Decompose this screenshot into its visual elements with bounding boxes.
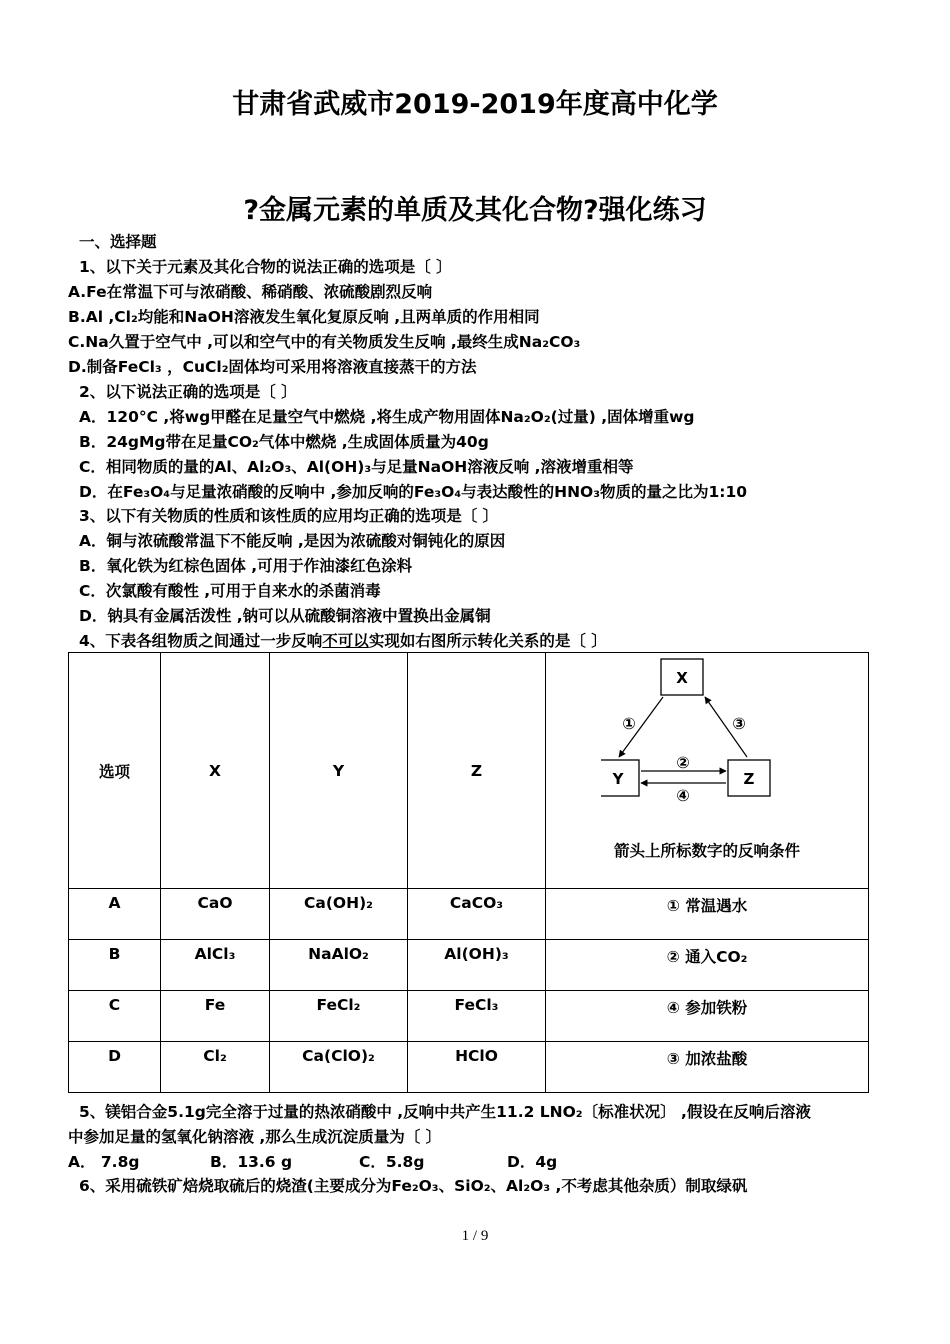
arrow-label-1: ① [622,714,636,733]
q4-stem [79,631,607,651]
row-option: A [69,889,161,940]
q3-option-a: A．铜与浓硫酸常温下不能反响 ,是因为浓硫酸对铜钝化的原因 [79,532,506,550]
q4-stem-post: 实现如右图所示转化关系的是〔 〕 [368,632,607,650]
q2-option-d: D．在Fe₃O₄与足量浓硝酸的反响中 ,参加反响的Fe₃O₄与表达酸性的HNO₃物质的量之比为1:10 [79,483,748,501]
q3-option-d: D．钠具有金属活泼性 ,钠可以从硫酸铜溶液中置换出金属铜 [79,607,491,625]
q5-option-a: A． 7.8g [68,1153,140,1171]
row-y: FeCl₂ [270,991,408,1042]
q5-option-c: C．5.8g [359,1153,425,1171]
row-option: C [69,991,161,1042]
section-heading: 一、选择题 [79,233,157,251]
q5-stem-line2: 中参加足量的氢氧化钠溶液 ,那么生成沉淀质量为〔 〕 [68,1128,442,1146]
transformation-diagram [601,655,841,805]
row-y: Ca(ClO)₂ [270,1042,408,1093]
q2-stem: 2、以下说法正确的选项是〔 〕 [79,383,297,401]
q4-table [68,652,869,1093]
header-option: 选项 [69,653,161,889]
row-z: FeCl₃ [408,991,546,1042]
page-number: 1 / 9 [461,1228,489,1244]
row-x: Cl₂ [161,1042,270,1093]
header-y: Y [270,653,408,889]
row-y: NaAlO₂ [270,940,408,991]
q1-option-b: B.Al ,Cl₂均能和NaOH溶液发生氧化复原反响 ,且两单质的作用相同 [68,308,540,326]
q1-stem: 1、以下关于元素及其化合物的说法正确的选项是〔 〕 [79,258,452,276]
q4-stem-pre: 4、下表各组物质之间通过一步反响 [79,632,323,650]
q5-option-b: B．13.6 g [210,1153,293,1171]
q1-option-c: C.Na久置于空气中 ,可以和空气中的有关物质发生反响 ,最终生成Na₂CO₃ [68,333,581,351]
table-row [69,940,869,991]
table-row [69,1042,869,1093]
row-z: CaCO₃ [408,889,546,940]
table-row [69,991,869,1042]
q2-option-b: B．24gMg带在足量CO₂气体中燃烧 ,生成固体质量为40g [79,433,489,451]
row-option: D [69,1042,161,1093]
q3-option-b: B．氧化铁为红棕色固体 ,可用于作油漆红色涂料 [79,557,413,575]
q4-stem-underlined: 不可以 [322,632,369,650]
q5-stem-line1: 5、镁铝合金5.1g完全溶于过量的热浓硝酸中 ,反响中共产生11.2 LNO₂〔标准状况〕 ,假设在反响后溶液 [79,1103,811,1121]
arrow-label-2: ② [676,753,690,772]
row-condition: ③ 加浓盐酸 [546,1042,869,1093]
row-z: HClO [408,1042,546,1093]
diagram-caption: 箭头上所标数字的反响条件 [613,842,800,860]
diagram-cell [546,653,869,889]
row-x: CaO [161,889,270,940]
doc-title: 甘肃省武威市2019-2019年度高中化学 [232,89,718,120]
q6-stem: 6、采用硫铁矿焙烧取硫后的烧渣(主要成分为Fe₂O₃、SiO₂、Al₂O₃ ,不考虑其他杂质）制取绿矾 [79,1177,748,1195]
q1-option-d: D.制备FeCl₃ ，CuCl₂固体均可采用将溶液直接蒸干的方法 [68,358,477,376]
row-option: B [69,940,161,991]
header-z: Z [408,653,546,889]
doc-subtitle: ?金属元素的单质及其化合物?强化练习 [243,195,707,226]
row-x: Fe [161,991,270,1042]
z-label: Z [743,770,755,788]
row-x: AlCl₃ [161,940,270,991]
row-y: Ca(OH)₂ [270,889,408,940]
arrow-label-3: ③ [732,714,746,733]
row-condition: ① 常温遇水 [546,889,869,940]
q5-options [68,1152,557,1172]
header-x: X [161,653,270,889]
table-row [69,889,869,940]
q2-option-c: C．相同物质的量的Al、Al₂O₃、Al(OH)₃与足量NaOH溶液反响 ,溶液增重相等 [79,458,634,476]
row-z: Al(OH)₃ [408,940,546,991]
arrow-label-4: ④ [676,786,690,805]
q3-stem: 3、以下有关物质的性质和该性质的应用均正确的选项是〔 〕 [79,507,499,525]
q1-option-a: A.Fe在常温下可与浓硝酸、稀硝酸、浓硫酸剧烈反响 [68,283,433,301]
y-label: Y [612,770,624,788]
row-condition: ④ 参加铁粉 [546,991,869,1042]
x-label: X [676,669,688,687]
q3-option-c: C．次氯酸有酸性 ,可用于自来水的杀菌消毒 [79,582,381,600]
q5-option-d: D．4g [507,1153,558,1171]
q2-option-a: A．120°C ,将wg甲醛在足量空气中燃烧 ,将生成产物用固体Na₂O₂(过量) ,固体增重wg [79,408,695,426]
row-condition: ② 通入CO₂ [546,940,869,991]
